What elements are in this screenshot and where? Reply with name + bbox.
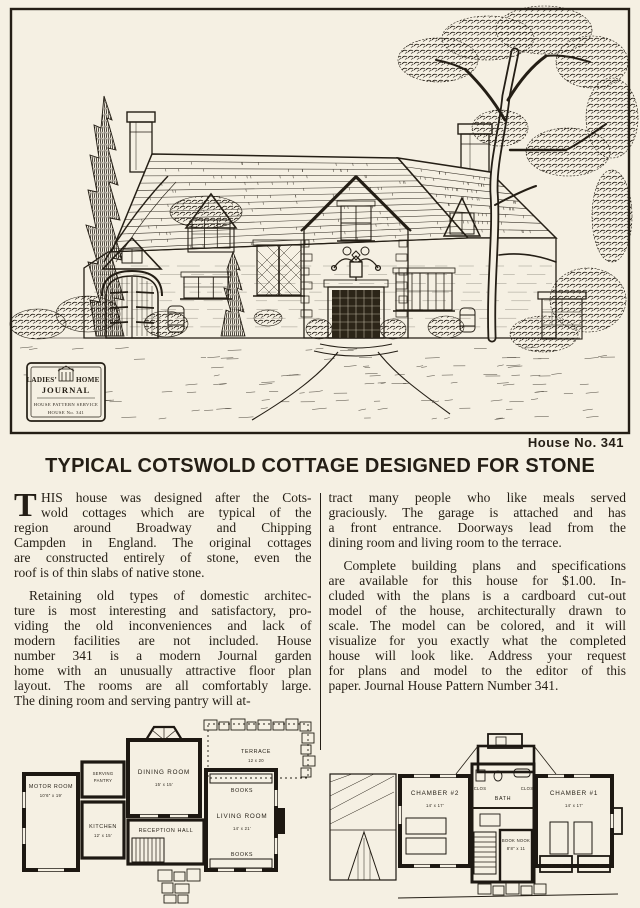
front-gable: [478, 746, 534, 772]
room-label: BATH: [494, 796, 512, 802]
center-hall: [472, 764, 534, 882]
room-label: BOOKS: [230, 788, 254, 794]
room-label: CLOS: [473, 786, 487, 791]
paragraph: Complete building plans and specifications are available for this house for $1.00. In- cluded with the plans is a cardboard cut-out model of the house, architecturally drawn to scale. The model can be colored, and it will visualize for you exactly what the completed house will look like. Address your request for plans and model to the editor of this paper. Journal House Pattern Number 341.: [328, 558, 626, 693]
room-label: CEDAR: [547, 863, 565, 868]
room-dims: 12' x 15': [93, 833, 113, 838]
path-edge: [378, 352, 450, 414]
room-label: BOOK NOOK: [501, 838, 531, 843]
room-label: DINING ROOM: [137, 769, 191, 776]
stairs: [474, 832, 496, 874]
logo-house-no: HOUSE No. 341: [47, 410, 85, 415]
floor-plan-second: [328, 730, 634, 908]
stoop-stones: [478, 883, 546, 895]
room-label: CLOS: [520, 786, 534, 791]
logo-ladies: LADIES’: [26, 376, 57, 384]
room-dims: 14' x 17': [425, 803, 445, 808]
shrub-mass: [170, 196, 242, 228]
logo-service: HOUSE PATTERN SERVICE: [33, 402, 99, 407]
room-label: CHAMBER #2: [410, 790, 460, 797]
bookshelf: [210, 774, 272, 783]
logo-journal: JOURNAL: [41, 385, 91, 395]
door-steps: [314, 344, 398, 356]
paragraph: Retaining old types of domestic architec- ture is most interesting and satisfactory, pro- viding the old inconveniences and lack of modern facilities are not included. House number 341 is a modern Journal garden home with an unusually attractive floor plan layout. The rooms are all comfortably large. The dining room and serving pantry will at-: [14, 588, 312, 708]
room-dims: 12 x 20: [248, 758, 264, 763]
right-column: [329, 490, 627, 750]
logo-home: HOME: [76, 376, 100, 384]
room-label: RECEPTION HALL: [138, 828, 194, 834]
room-dims: 14' x 17': [564, 803, 584, 808]
dining-room: [128, 740, 200, 816]
dropcap-letter: T: [14, 487, 37, 524]
room-label: TERRACE: [241, 749, 271, 755]
grass-strokes: [20, 347, 615, 420]
room-label: PANTRY: [93, 778, 113, 783]
room-label: CEDAR: [585, 863, 603, 868]
house-number-caption: House No. 341: [527, 435, 624, 450]
path-edge: [252, 352, 338, 420]
room-label: MOTOR ROOM: [28, 784, 74, 790]
fireplace: [276, 808, 285, 834]
paragraph: T HIS house was designed after the Cots- wold cottages which are typical of the region around Broadway and Chipping Campden in England. The original cottages are constructed entirely of stone, even the roof is of thin slabs of native stone.: [14, 487, 312, 580]
room-dims: 8'8" x 11: [506, 846, 526, 851]
floor-plan-first: [18, 712, 322, 908]
left-column: [14, 487, 312, 750]
stairs: [132, 838, 164, 862]
logo-plaque: [26, 363, 105, 421]
room-label: BOOKS: [230, 852, 254, 858]
room-dims: 15' x 15': [154, 782, 174, 787]
entry-stoop: [158, 869, 200, 903]
reception-hall: [128, 820, 204, 864]
room-dims: 10'6" x 19': [39, 793, 63, 798]
room-dims: 14' x 21': [232, 826, 252, 831]
kitchen: [82, 802, 124, 858]
room-label: SERVING: [92, 771, 114, 776]
room-label: LIVING ROOM: [216, 813, 268, 820]
article-columns: [14, 487, 626, 750]
bookshelf: [210, 859, 272, 868]
cottage-illustration: [0, 0, 640, 448]
roof-area: [330, 774, 396, 880]
room-label: KITCHEN: [89, 824, 117, 830]
room-label: CHAMBER #1: [549, 790, 599, 797]
page-title: TYPICAL COTSWOLD COTTAGE DESIGNED FOR STONE: [45, 455, 595, 477]
paragraph: tract many people who like meals served graciously. The garage is attached and has a front entrance. Doorways lead from the dining room and living room to the terrace.: [328, 490, 626, 550]
